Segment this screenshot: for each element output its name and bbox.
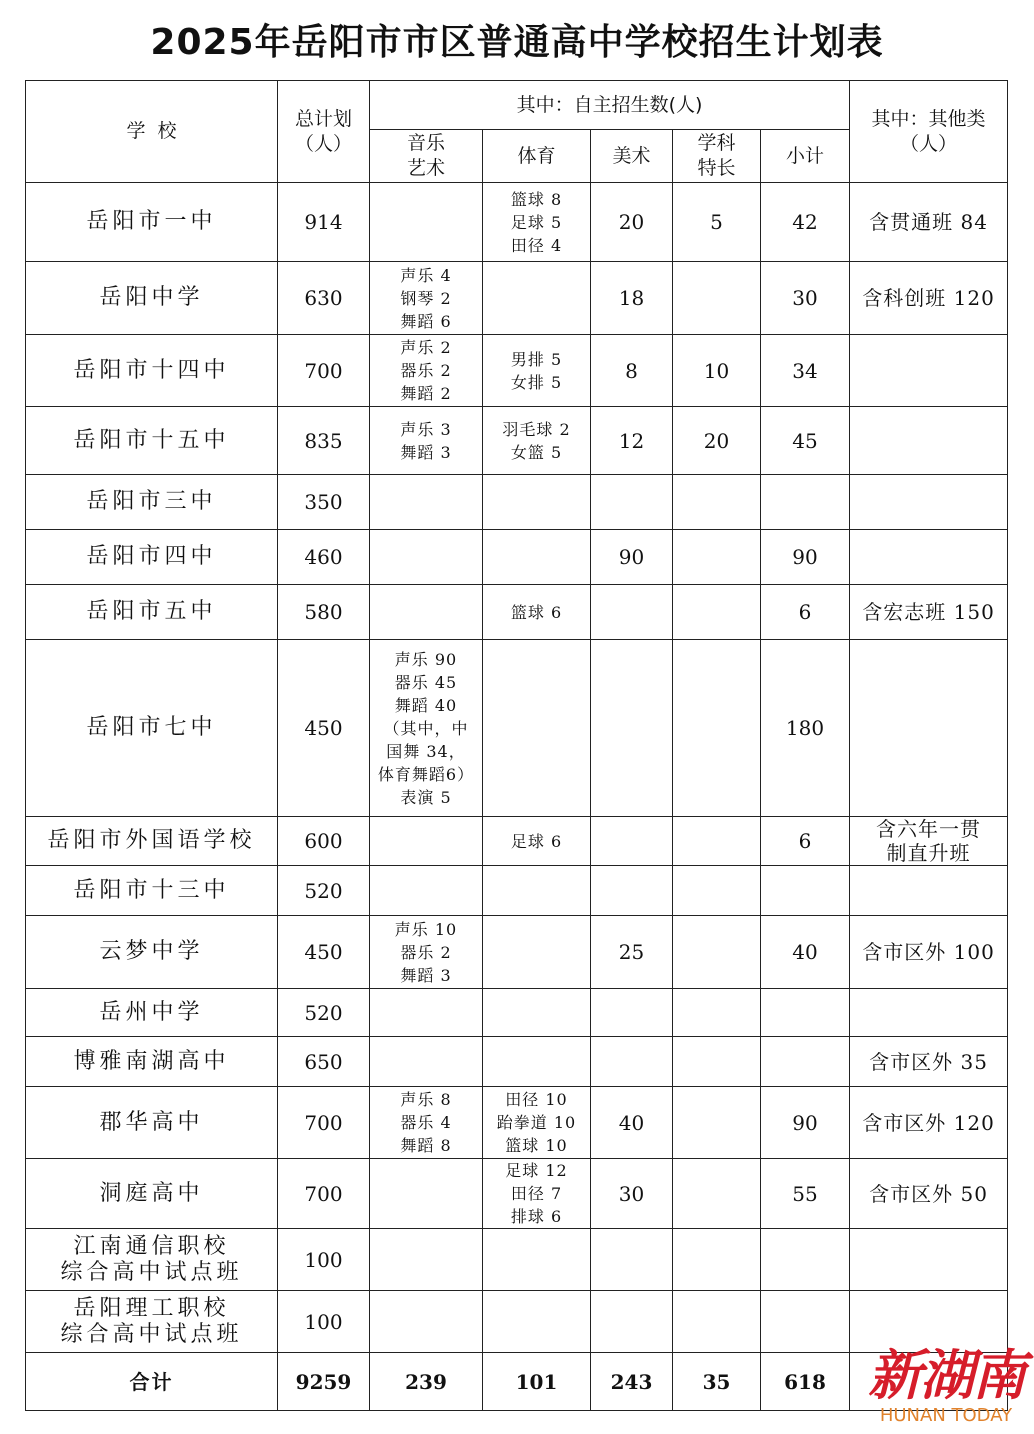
other-cell <box>850 1159 1008 1229</box>
subject-cell <box>673 989 761 1037</box>
other-cell <box>850 916 1008 989</box>
music-art-cell-line: 舞蹈 6 <box>400 311 452 331</box>
subtotal-cell <box>761 475 850 530</box>
header-subject: 学科 特长 <box>673 130 761 183</box>
music-art-cell <box>370 585 483 640</box>
subtotal-cell <box>761 989 850 1037</box>
other-cell-line: 含六年一贯 <box>876 817 982 841</box>
subject-cell <box>673 530 761 585</box>
enrollment-table <box>25 80 1008 1411</box>
art-cell: 90 <box>591 530 673 585</box>
totals-subject: 35 <box>673 1353 761 1411</box>
subtotal-cell: 6 <box>761 585 850 640</box>
school-name <box>26 1037 278 1087</box>
sports-cell <box>483 183 591 262</box>
other-cell-line: 含市区外 50 <box>869 1181 988 1206</box>
school-name <box>26 407 278 475</box>
subject-cell <box>673 262 761 335</box>
subject-cell <box>673 916 761 989</box>
sports-cell-line: 足球 6 <box>510 831 563 851</box>
subtotal-cell: 34 <box>761 335 850 407</box>
subtotal-cell: 42 <box>761 183 850 262</box>
art-cell <box>591 817 673 866</box>
music-art-cell-line: 体育舞蹈6） <box>377 764 475 784</box>
music-art-cell <box>370 916 483 989</box>
subtotal-cell: 6 <box>761 817 850 866</box>
school-name-line: 岳阳市四中 <box>86 544 217 569</box>
total-plan-cell: 914 <box>278 183 370 262</box>
sports-cell-line: 足球 5 <box>510 212 563 232</box>
school-name <box>26 866 278 916</box>
total-plan-cell: 520 <box>278 866 370 916</box>
school-name-line: 岳州中学 <box>99 999 204 1025</box>
subject-cell: 10 <box>673 335 761 407</box>
total-plan-cell: 450 <box>278 640 370 817</box>
other-cell <box>850 1087 1008 1159</box>
subject-cell <box>673 866 761 916</box>
sports-cell-line: 女篮 5 <box>510 442 563 462</box>
music-art-cell <box>370 866 483 916</box>
school-name <box>26 989 278 1037</box>
school-name-line: 岳阳市三中 <box>86 489 217 514</box>
other-cell <box>850 866 1008 916</box>
school-name <box>26 335 278 407</box>
school-name <box>26 1159 278 1229</box>
subject-cell <box>673 640 761 817</box>
music-art-cell <box>370 262 483 335</box>
subtotal-cell: 30 <box>761 262 850 335</box>
music-art-cell-line: 声乐 90 <box>394 649 458 669</box>
subtotal-cell <box>761 1291 850 1353</box>
subject-cell <box>673 585 761 640</box>
subtotal-cell <box>761 1229 850 1291</box>
school-name-line: 岳阳市外国语学校 <box>47 828 256 853</box>
music-art-cell <box>370 1291 483 1353</box>
header-total-plan: 总计划 （人） <box>278 81 370 183</box>
table-row <box>26 1229 1008 1291</box>
art-cell <box>591 989 673 1037</box>
other-cell <box>850 1037 1008 1087</box>
other-cell <box>850 262 1008 335</box>
school-name <box>26 1229 278 1291</box>
sports-cell <box>483 916 591 989</box>
other-cell <box>850 407 1008 475</box>
music-art-cell-line: 声乐 8 <box>400 1090 452 1109</box>
school-name-line: 岳阳理工职校 <box>73 1295 230 1321</box>
sports-cell-line: 田径 10 <box>505 1090 568 1109</box>
school-name <box>26 475 278 530</box>
header-sports: 体育 <box>483 130 591 183</box>
sports-cell-line: 跆拳道 10 <box>496 1113 577 1132</box>
other-cell <box>850 1229 1008 1291</box>
sports-cell-line: 羽毛球 2 <box>502 419 571 439</box>
music-art-cell <box>370 640 483 817</box>
sports-cell <box>483 1037 591 1087</box>
art-cell <box>591 1291 673 1353</box>
music-art-cell-line: 声乐 10 <box>394 919 458 939</box>
art-cell: 40 <box>591 1087 673 1159</box>
subject-cell <box>673 475 761 530</box>
sports-cell-line: 排球 6 <box>510 1207 563 1226</box>
table-row <box>26 1159 1008 1229</box>
other-cell-line: 制直升班 <box>886 841 971 865</box>
totals-music: 239 <box>370 1353 483 1411</box>
sports-cell <box>483 866 591 916</box>
sports-cell-line: 篮球 6 <box>510 602 563 622</box>
other-cell <box>850 475 1008 530</box>
header-art: 美术 <box>591 130 673 183</box>
music-art-cell <box>370 817 483 866</box>
table-row <box>26 866 1008 916</box>
table-row <box>26 530 1008 585</box>
other-cell-line: 含贯通班 84 <box>869 210 988 234</box>
other-cell <box>850 335 1008 407</box>
table-row <box>26 1087 1008 1159</box>
art-cell: 12 <box>591 407 673 475</box>
total-plan-cell: 460 <box>278 530 370 585</box>
school-name <box>26 1291 278 1353</box>
header-school: 学 校 <box>26 81 278 183</box>
subject-cell <box>673 1229 761 1291</box>
hunan-today-watermark <box>868 1345 1024 1426</box>
total-plan-cell: 700 <box>278 1159 370 1229</box>
subject-cell: 20 <box>673 407 761 475</box>
art-cell <box>591 1037 673 1087</box>
music-art-cell <box>370 1159 483 1229</box>
sports-cell <box>483 989 591 1037</box>
music-art-cell-line: 器乐 2 <box>400 942 452 962</box>
music-art-cell <box>370 1087 483 1159</box>
school-name <box>26 817 278 866</box>
other-cell <box>850 530 1008 585</box>
school-name-line: 岳阳市十四中 <box>73 357 230 383</box>
art-cell: 8 <box>591 335 673 407</box>
art-cell: 30 <box>591 1159 673 1229</box>
sports-cell <box>483 407 591 475</box>
watermark-logo-text: 新湖南 <box>868 1343 1024 1407</box>
sports-cell <box>483 585 591 640</box>
sports-cell-line: 足球 12 <box>505 1161 568 1180</box>
other-cell <box>850 183 1008 262</box>
table-row <box>26 1291 1008 1353</box>
table-row <box>26 1037 1008 1087</box>
sports-cell <box>483 1087 591 1159</box>
subtotal-cell: 55 <box>761 1159 850 1229</box>
music-art-cell-line: 舞蹈 3 <box>400 442 452 462</box>
music-art-cell <box>370 1229 483 1291</box>
other-cell-line: 含市区外 35 <box>869 1049 988 1074</box>
other-cell-line: 含市区外 100 <box>862 940 995 964</box>
subtotal-cell <box>761 1037 850 1087</box>
school-name-line: 岳阳中学 <box>99 285 204 310</box>
other-cell <box>850 817 1008 866</box>
table-row <box>26 407 1008 475</box>
total-plan-cell: 700 <box>278 335 370 407</box>
sports-cell-line: 女排 5 <box>510 372 563 392</box>
school-name <box>26 262 278 335</box>
table-row <box>26 989 1008 1037</box>
totals-total: 9259 <box>278 1353 370 1411</box>
music-art-cell-line: 国舞 34， <box>386 741 466 761</box>
header-self-enrollment: 其中：自主招生数(人) <box>370 81 850 130</box>
school-name <box>26 530 278 585</box>
sports-cell <box>483 640 591 817</box>
music-art-cell <box>370 335 483 407</box>
totals-subtotal: 618 <box>761 1353 850 1411</box>
subject-cell <box>673 1087 761 1159</box>
total-plan-cell: 350 <box>278 475 370 530</box>
school-name <box>26 183 278 262</box>
music-art-cell <box>370 475 483 530</box>
music-art-cell-line: 表演 5 <box>400 787 452 807</box>
subtotal-cell: 45 <box>761 407 850 475</box>
subtotal-cell: 90 <box>761 530 850 585</box>
table-row <box>26 585 1008 640</box>
sports-cell <box>483 1291 591 1353</box>
other-cell-line: 含宏志班 150 <box>862 600 995 624</box>
subject-cell <box>673 1159 761 1229</box>
school-name-line: 云梦中学 <box>99 939 204 964</box>
music-art-cell <box>370 530 483 585</box>
music-art-cell-line: 舞蹈 3 <box>400 965 452 985</box>
subtotal-cell: 180 <box>761 640 850 817</box>
school-name-line: 岳阳市五中 <box>86 599 217 624</box>
totals-label: 合计 <box>26 1353 278 1411</box>
header-music: 音乐 艺术 <box>370 130 483 183</box>
total-plan-cell: 450 <box>278 916 370 989</box>
art-cell <box>591 475 673 530</box>
music-art-cell <box>370 407 483 475</box>
music-art-cell <box>370 1037 483 1087</box>
table-row <box>26 916 1008 989</box>
sports-cell <box>483 335 591 407</box>
total-plan-cell: 630 <box>278 262 370 335</box>
subtotal-cell <box>761 866 850 916</box>
art-cell <box>591 640 673 817</box>
music-art-cell-line: 声乐 3 <box>400 419 452 439</box>
school-name-line: 岳阳市一中 <box>86 209 217 234</box>
sports-cell <box>483 530 591 585</box>
totals-sports: 101 <box>483 1353 591 1411</box>
school-name-line: 综合高中试点班 <box>60 1321 243 1347</box>
subject-cell <box>673 1037 761 1087</box>
subtotal-cell: 90 <box>761 1087 850 1159</box>
table-row <box>26 640 1008 817</box>
music-art-cell-line: 器乐 45 <box>394 672 458 692</box>
music-art-cell-line: 器乐 2 <box>400 361 452 380</box>
header-subtotal: 小计 <box>761 130 850 183</box>
sports-cell-line: 篮球 8 <box>510 189 563 209</box>
sports-cell <box>483 1229 591 1291</box>
table-row <box>26 817 1008 866</box>
sports-cell <box>483 262 591 335</box>
school-name <box>26 916 278 989</box>
total-plan-cell: 520 <box>278 989 370 1037</box>
watermark-english: HUNAN TODAY <box>879 1405 1013 1426</box>
school-name-line: 岳阳市十三中 <box>73 877 230 903</box>
music-art-cell-line: （其中，中 <box>383 718 469 738</box>
subject-cell: 5 <box>673 183 761 262</box>
total-plan-cell: 100 <box>278 1229 370 1291</box>
school-name-line: 博雅南湖高中 <box>73 1048 230 1074</box>
music-art-cell-line: 钢琴 2 <box>400 288 452 308</box>
music-art-cell-line: 舞蹈 2 <box>400 384 452 403</box>
music-art-cell <box>370 989 483 1037</box>
school-name-line: 洞庭高中 <box>99 1180 204 1206</box>
art-cell: 20 <box>591 183 673 262</box>
sports-cell-line: 男排 5 <box>510 349 563 369</box>
table-row <box>26 475 1008 530</box>
art-cell <box>591 585 673 640</box>
table-row <box>26 262 1008 335</box>
totals-row <box>26 1353 1008 1411</box>
music-art-cell-line: 舞蹈 8 <box>400 1136 452 1155</box>
other-cell-line: 含科创班 120 <box>862 286 995 310</box>
total-plan-cell: 700 <box>278 1087 370 1159</box>
art-cell: 18 <box>591 262 673 335</box>
sports-cell <box>483 1159 591 1229</box>
music-art-cell-line: 声乐 2 <box>400 338 452 357</box>
total-plan-cell: 650 <box>278 1037 370 1087</box>
subtotal-cell: 40 <box>761 916 850 989</box>
sports-cell-line: 篮球 10 <box>505 1136 568 1155</box>
subject-cell <box>673 817 761 866</box>
subject-cell <box>673 1291 761 1353</box>
school-name <box>26 1087 278 1159</box>
table-row <box>26 183 1008 262</box>
page-title: 2025年岳阳市市区普通高中学校招生计划表 <box>150 22 884 63</box>
other-cell <box>850 989 1008 1037</box>
total-plan-cell: 100 <box>278 1291 370 1353</box>
music-art-cell-line: 声乐 4 <box>400 265 452 285</box>
sports-cell <box>483 475 591 530</box>
music-art-cell <box>370 183 483 262</box>
total-plan-cell: 600 <box>278 817 370 866</box>
table-row <box>26 335 1008 407</box>
total-plan-cell: 580 <box>278 585 370 640</box>
sports-cell <box>483 817 591 866</box>
school-name-line: 江南通信职校 <box>73 1233 230 1259</box>
other-cell <box>850 585 1008 640</box>
sports-cell-line: 田径 4 <box>510 235 563 255</box>
music-art-cell-line: 器乐 4 <box>400 1113 452 1132</box>
school-name-line: 岳阳市十五中 <box>73 427 230 453</box>
art-cell <box>591 1229 673 1291</box>
school-name-line: 岳阳市七中 <box>86 715 217 740</box>
school-name-line: 郡华高中 <box>99 1109 204 1135</box>
school-name <box>26 640 278 817</box>
art-cell <box>591 866 673 916</box>
sports-cell-line: 田径 7 <box>510 1184 563 1203</box>
music-art-cell-line: 舞蹈 40 <box>394 695 458 715</box>
school-name-line: 综合高中试点班 <box>60 1259 243 1285</box>
other-cell <box>850 640 1008 817</box>
school-name <box>26 585 278 640</box>
total-plan-cell: 835 <box>278 407 370 475</box>
art-cell: 25 <box>591 916 673 989</box>
other-cell-line: 含市区外 120 <box>862 1110 995 1135</box>
header-other: 其中：其他类 （人） <box>850 81 1008 183</box>
totals-art: 243 <box>591 1353 673 1411</box>
